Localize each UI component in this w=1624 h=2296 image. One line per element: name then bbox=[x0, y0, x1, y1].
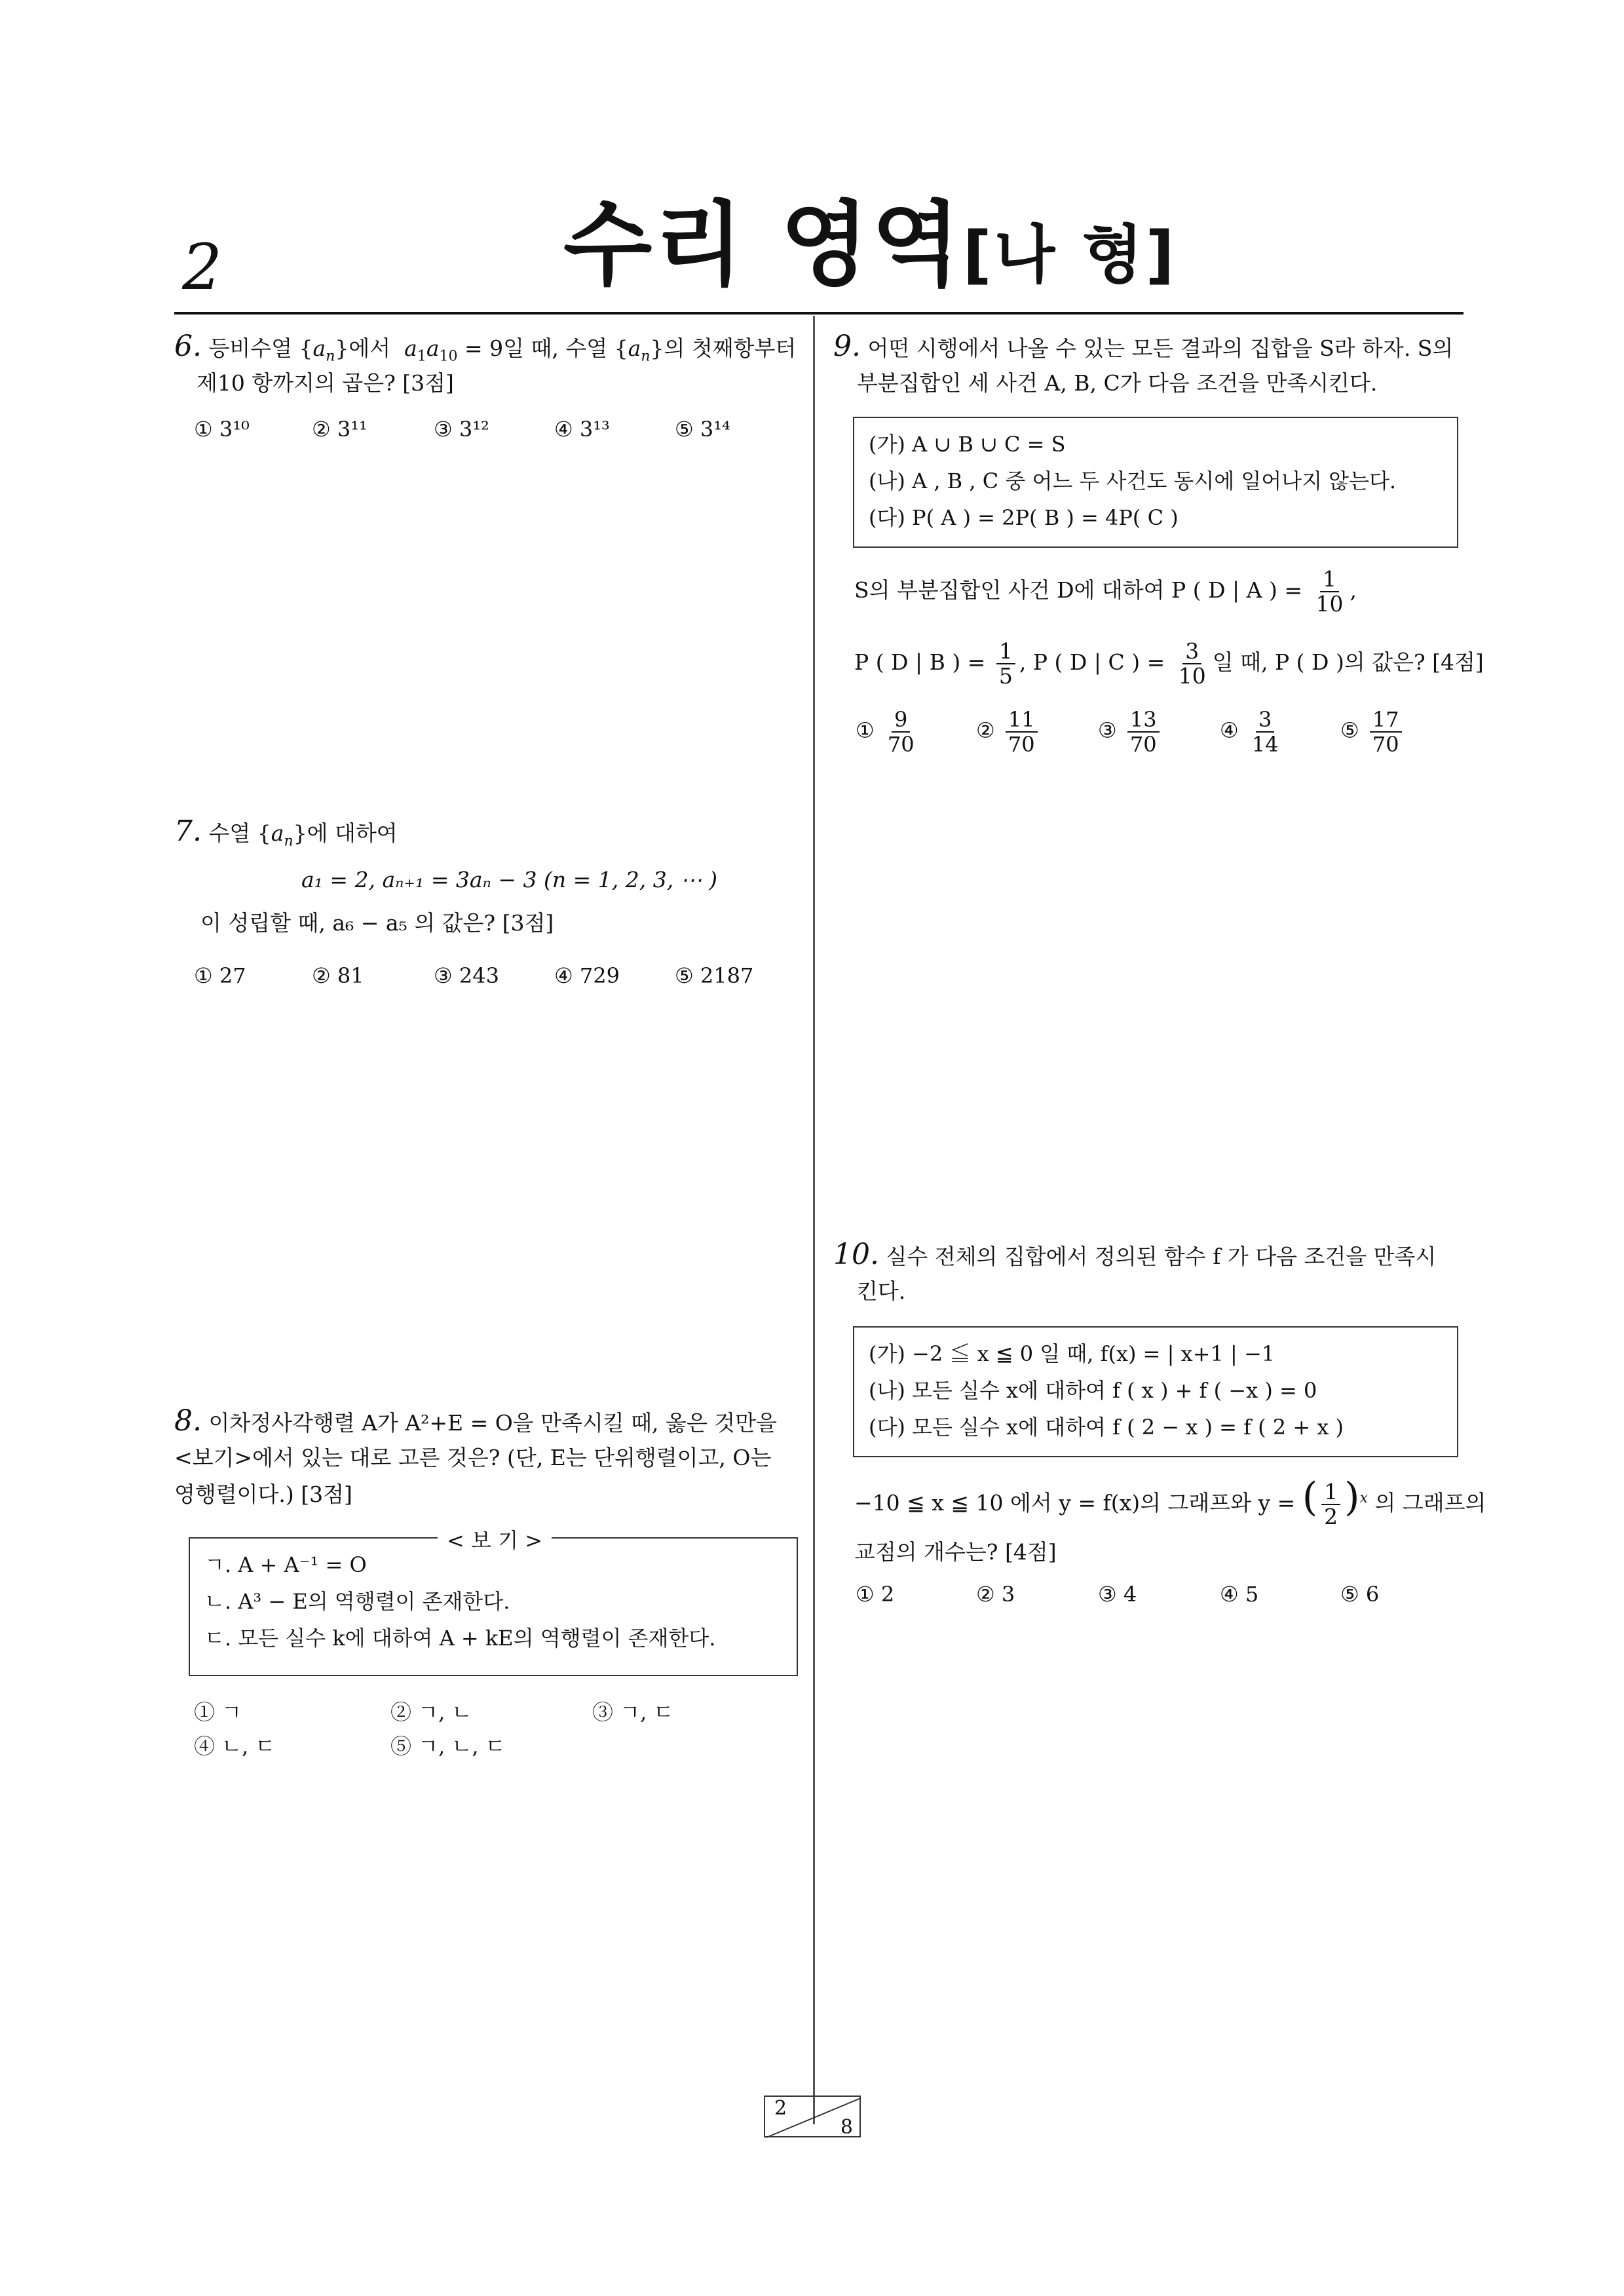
fraction bbox=[1127, 708, 1160, 756]
condition-item: (가) −2 ≦ x ≦ 0 일 때, f(x) = | x+1 | −1 bbox=[869, 1341, 1275, 1366]
q7-choice[interactable]: ① 27 bbox=[194, 963, 246, 988]
q9-choice[interactable] bbox=[1340, 708, 1406, 756]
fraction bbox=[1370, 708, 1402, 756]
q9-choice[interactable] bbox=[976, 708, 1042, 756]
q7-line3: 이 성립할 때, a₆ − a₅ 의 값은? [3점] bbox=[200, 910, 554, 936]
q8-line1: 이차정사각행렬 A가 A²+E = O을 만족시킬 때, 옳은 것만을 bbox=[208, 1410, 777, 1436]
q10-line2: 킨다. bbox=[857, 1278, 906, 1304]
question-8 bbox=[174, 1402, 777, 1442]
q8-choice[interactable]: ④ ㄴ, ㄷ bbox=[194, 1734, 276, 1759]
question-7 bbox=[174, 813, 398, 861]
bogi-title: < 보 기 > bbox=[438, 1524, 552, 1554]
page-indicator bbox=[764, 2095, 861, 2137]
question-number: 8. bbox=[174, 1404, 202, 1438]
q7-choice[interactable]: ④ 729 bbox=[554, 963, 620, 988]
q6-text: 일 때, 수열 bbox=[503, 335, 608, 361]
condition-item: (나) A , B , C 중 어느 두 사건도 동시에 일어나지 않는다. bbox=[869, 469, 1397, 493]
numerator: 9 bbox=[892, 708, 910, 733]
q10-choice[interactable]: ① 2 bbox=[856, 1582, 895, 1607]
title-main: 수리 영역 bbox=[563, 192, 963, 299]
question-number: 9. bbox=[833, 330, 861, 363]
q6-text: 의 첫째항부터 bbox=[664, 335, 797, 361]
question-number: 7. bbox=[174, 814, 202, 848]
bogi-item: ㄴ. A³ − E의 역행렬이 존재한다. bbox=[204, 1589, 510, 1614]
q10-line1: 실수 전체의 집합에서 정의된 함수 f 가 다음 조건을 만족시 bbox=[886, 1244, 1437, 1269]
q7-text: 수열 bbox=[208, 820, 251, 846]
q7-seq: $\{a_n\}$ bbox=[257, 820, 307, 850]
question-number: 6. bbox=[174, 330, 202, 363]
q9-text: S의 부분집합인 사건 D에 대하여 P ( D | A ) = bbox=[854, 577, 1302, 603]
numerator: 3 bbox=[1182, 640, 1201, 664]
q7-choice[interactable]: ③ 243 bbox=[434, 963, 499, 988]
q6-seq: $\{a_n\}$ bbox=[614, 335, 664, 365]
q6-choice[interactable]: ⑤ 3¹⁴ bbox=[675, 417, 730, 442]
current-page: 2 bbox=[774, 2097, 787, 2120]
q8-choice[interactable]: ⑤ ㄱ, ㄴ, ㄷ bbox=[390, 1734, 506, 1759]
q10-text: −10 ≦ x ≦ 10 에서 y = f(x)의 그래프와 y = bbox=[854, 1490, 1296, 1516]
q10-text: 의 그래프의 bbox=[1374, 1490, 1486, 1516]
q9-text: , P ( D | C ) = bbox=[1019, 649, 1165, 675]
page-number: 2 bbox=[182, 231, 223, 304]
q7-text: 에 대하여 bbox=[307, 820, 398, 846]
fraction bbox=[1321, 1480, 1340, 1529]
header-rule bbox=[174, 312, 1463, 315]
q10-choice[interactable]: ⑤ 6 bbox=[1340, 1582, 1380, 1607]
question-number: 10. bbox=[833, 1238, 879, 1271]
condition-item: (다) 모든 실수 x에 대하여 f ( 2 − x ) = f ( 2 + x ) bbox=[869, 1415, 1344, 1440]
q10-choice[interactable]: ③ 4 bbox=[1098, 1582, 1137, 1607]
q10-line3 bbox=[854, 1474, 1486, 1529]
q10-choice[interactable]: ④ 5 bbox=[1220, 1582, 1259, 1607]
q6-product: $a_1a_{10} = 9$ bbox=[404, 335, 504, 365]
q6-seq: $\{a_n\}$ bbox=[299, 335, 349, 365]
q9-line1: 어떤 시행에서 나올 수 있는 모든 결과의 집합을 S라 하자. S의 bbox=[867, 335, 1454, 361]
q6-choice[interactable]: ② 3¹¹ bbox=[312, 417, 368, 442]
q6-text: 등비수열 bbox=[208, 335, 292, 361]
q9-conditions-box bbox=[853, 417, 1458, 548]
q7-choice[interactable]: ⑤ 2187 bbox=[675, 963, 754, 988]
fraction bbox=[1313, 567, 1346, 616]
numerator: 3 bbox=[1256, 708, 1274, 733]
q9-line2: 부분집합인 세 사건 A, B, C가 다음 조건을 만족시킨다. bbox=[857, 370, 1378, 396]
q9-text: P ( D | B ) = bbox=[854, 649, 986, 675]
q9-line3: S의 부분집합인 사건 D에 대하여 P ( D | A ) = $\frac{1}{10}$ , bbox=[854, 566, 1357, 617]
condition-item: (나) 모든 실수 x에 대하여 f ( x ) + f ( −x ) = 0 bbox=[869, 1378, 1317, 1403]
q7-formula: a₁ = 2, aₙ₊₁ = 3aₙ − 3 (n = 1, 2, 3, ⋯ ) bbox=[301, 867, 718, 892]
q6-text: 에서 bbox=[349, 335, 391, 361]
q8-choice[interactable]: ③ ㄱ, ㄷ bbox=[592, 1700, 674, 1725]
q10-choice[interactable]: ② 3 bbox=[976, 1582, 1015, 1607]
page-title bbox=[563, 172, 1177, 303]
q6-choice[interactable]: ④ 3¹³ bbox=[554, 417, 610, 442]
bogi-box bbox=[189, 1537, 798, 1676]
q8-line2: <보기>에서 있는 대로 고른 것은? (단, E는 단위행렬이고, O는 bbox=[174, 1445, 772, 1470]
choice-mark: ③ bbox=[1098, 718, 1117, 743]
numerator: 13 bbox=[1127, 708, 1160, 733]
q10-line4: 교점의 개수는? [4점] bbox=[854, 1539, 1057, 1565]
q6-choice[interactable]: ① 3¹⁰ bbox=[194, 417, 250, 442]
numerator: 1 bbox=[1320, 567, 1339, 592]
q9-text: 일 때, P ( D )의 값은? [4점] bbox=[1212, 649, 1484, 675]
numerator: 1 bbox=[1321, 1480, 1340, 1505]
numerator: 11 bbox=[1006, 708, 1038, 733]
denominator: 10 bbox=[1178, 663, 1206, 689]
denominator: 10 bbox=[1315, 591, 1344, 617]
choice-mark: ④ bbox=[1220, 718, 1239, 743]
denominator: 5 bbox=[998, 663, 1013, 689]
q9-choice[interactable] bbox=[856, 708, 921, 756]
question-10 bbox=[833, 1236, 1436, 1276]
exponent: x bbox=[1359, 1490, 1369, 1506]
denominator: 70 bbox=[887, 732, 915, 757]
fraction bbox=[1249, 708, 1281, 756]
choice-mark: ② bbox=[976, 718, 995, 743]
column-divider bbox=[813, 316, 815, 2124]
choice-mark: ⑤ bbox=[1340, 718, 1359, 743]
denominator: 70 bbox=[1008, 732, 1035, 757]
condition-item: (가) A ∪ B ∪ C = S bbox=[869, 432, 1066, 457]
q7-choice[interactable]: ② 81 bbox=[312, 963, 364, 988]
total-pages: 8 bbox=[840, 2116, 853, 2139]
paren: ( bbox=[1302, 1474, 1318, 1520]
denominator: 14 bbox=[1251, 732, 1279, 757]
q6-choice[interactable]: ③ 3¹² bbox=[434, 417, 489, 442]
bogi-item: ㄷ. 모든 실수 k에 대하여 A + kE의 역행렬이 존재한다. bbox=[204, 1626, 716, 1651]
q10-conditions-box bbox=[853, 1326, 1458, 1457]
fraction bbox=[996, 640, 1015, 688]
paren: ) bbox=[1344, 1474, 1360, 1520]
fraction bbox=[1176, 640, 1209, 688]
q9-line4 bbox=[854, 640, 1484, 688]
q9-choice[interactable] bbox=[1098, 708, 1163, 756]
choice-mark: ① bbox=[856, 718, 875, 743]
fraction bbox=[885, 708, 917, 756]
question-9 bbox=[833, 328, 1453, 368]
condition-item: (다) P( A ) = 2P( B ) = 4P( C ) bbox=[869, 505, 1179, 530]
title-sub: [나 형] bbox=[962, 218, 1177, 292]
bogi-item: ㄱ. A + A⁻¹ = O bbox=[204, 1552, 367, 1577]
denominator: 2 bbox=[1324, 1504, 1338, 1529]
q9-choice[interactable] bbox=[1220, 708, 1285, 756]
q8-choice[interactable]: ② ㄱ, ㄴ bbox=[390, 1700, 472, 1725]
numerator: 17 bbox=[1370, 708, 1402, 733]
q6-line2: 제10 항까지의 곱은? [3점] bbox=[197, 370, 454, 396]
denominator: 70 bbox=[1372, 732, 1399, 757]
numerator: 1 bbox=[996, 640, 1015, 664]
q8-choice[interactable]: ① ㄱ bbox=[194, 1700, 242, 1725]
denominator: 70 bbox=[1129, 732, 1157, 757]
q8-line3: 영행렬이다.) [3점] bbox=[174, 1482, 352, 1507]
fraction bbox=[1006, 708, 1038, 756]
